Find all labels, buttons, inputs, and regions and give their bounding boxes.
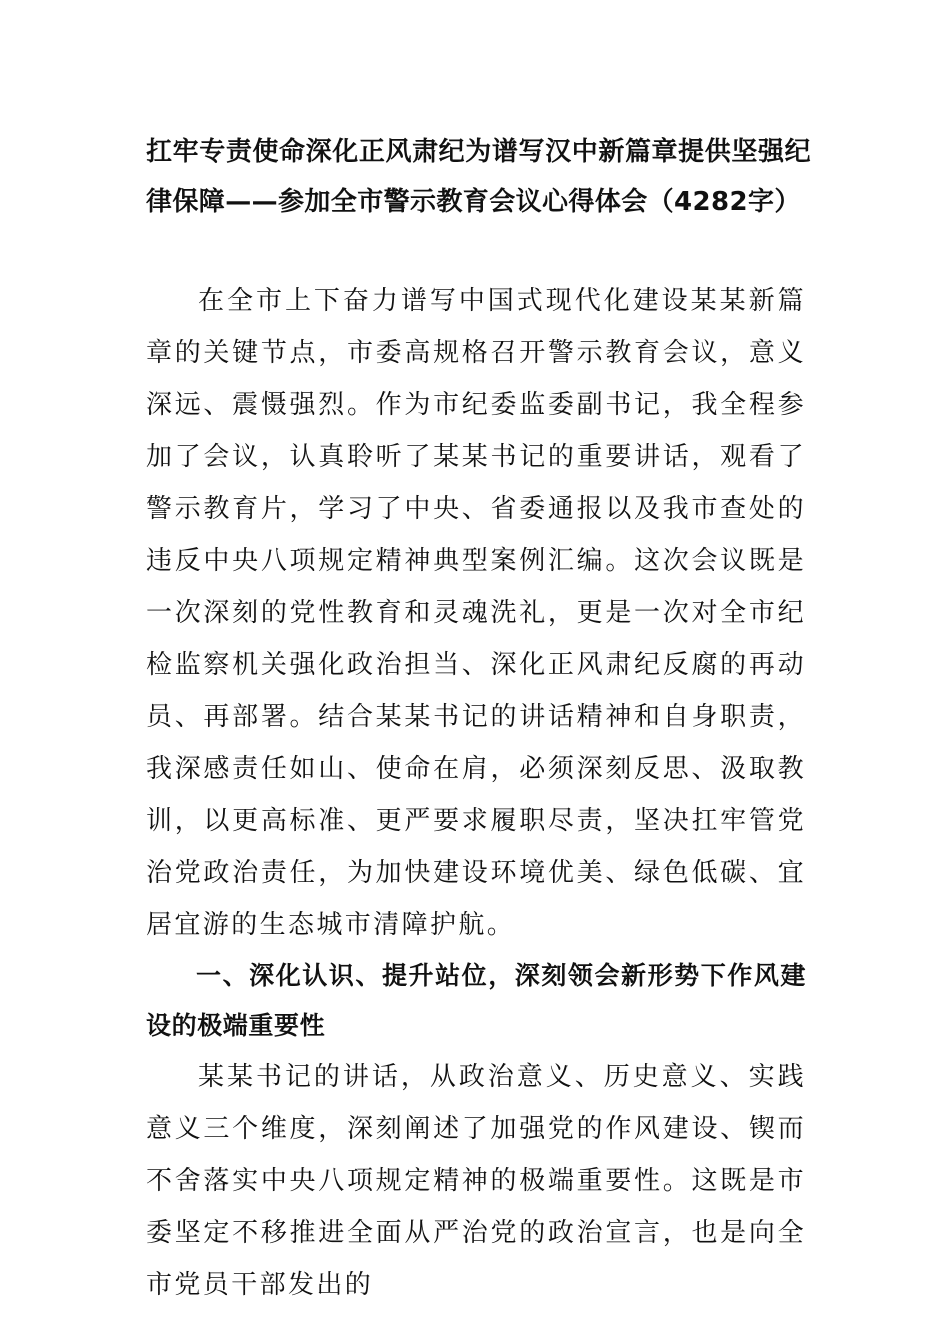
document-title: 扛牢专责使命深化正风肃纪为谱写汉中新篇章提供坚强纪律保障——参加全市警示教育会议心得体会（4282字） xyxy=(146,137,811,217)
section-paragraph: 某某书记的讲话，从政治意义、历史意义、实践意义三个维度，深刻阐述了加强党的作风建设、锲而不舍落实中央八项规定精神的极端重要性。这既是市委坚定不移推进全面从严治党的政治宣言，也是向全市党员干部发出的 xyxy=(146,1062,806,1300)
section-heading: 一、深化认识、提升站位，深刻领会新形势下作风建设的极端重要性 xyxy=(146,961,806,1040)
intro-paragraph: 在全市上下奋力谱写中国式现代化建设某某新篇章的关键节点，市委高规格召开警示教育会议，意义深远、震慑强烈。作为市纪委监委副书记，我全程参加了会议，认真聆听了某某书记的重要讲话，观看了警示教育片，学习了中央、省委通报以及我市查处的违反中央八项规定精神典型案例汇编。这次会议既是一次深刻的党性教育和灵魂洗礼，更是一次对全市纪检监察机关强化政治担当、深化正风肃纪反腐的再动员、再部署。结合某某书记的讲话精神和自身职责，我深感责任如山、使命在肩，必须深刻反思、汲取教训，以更高标准、更严要求履职尽责，坚决扛牢管党治党政治责任，为加快建设环境优美、绿色低碳、宜居宜游的生态城市清障护航。 xyxy=(146,286,806,940)
document-body xyxy=(146,275,806,1311)
